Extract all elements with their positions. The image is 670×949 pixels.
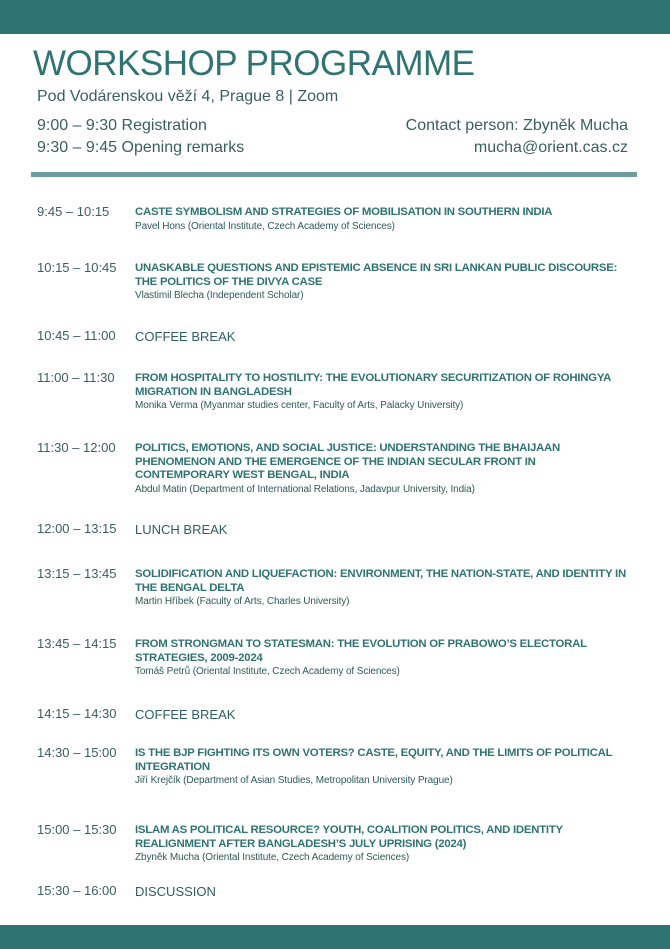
break-label: COFFEE BREAK — [135, 707, 236, 722]
session-time: 13:45 – 14:15 — [37, 636, 117, 651]
session-speaker: Martin Hříbek (Faculty of Arts, Charles University) — [135, 596, 350, 607]
session-body — [135, 329, 630, 344]
session-body — [135, 824, 630, 864]
session-time: 12:00 – 13:15 — [37, 521, 117, 536]
session-time: 14:15 – 14:30 — [37, 706, 117, 721]
session-title: SOLIDIFICATION AND LIQUEFACTION: ENVIRONMENT, THE NATION-STATE, AND IDENTITY IN THE BENGAL DELTA — [135, 568, 626, 594]
session-body — [135, 707, 630, 722]
session-body — [135, 522, 630, 537]
registration-item: 9:00 – 9:30 Registration — [37, 117, 207, 134]
session-body — [135, 884, 630, 899]
session-body — [135, 372, 630, 412]
session-body — [135, 262, 630, 302]
break-label: COFFEE BREAK — [135, 329, 236, 344]
session-title: IS THE BJP FIGHTING ITS OWN VOTERS? CASTE, EQUITY, AND THE LIMITS OF POLITICAL INTEGRATION — [135, 747, 613, 773]
session-time: 15:00 – 15:30 — [37, 822, 117, 837]
session-speaker: Tomáš Petrů (Oriental Institute, Czech Academy of Sciences) — [135, 666, 400, 677]
session-body — [135, 206, 630, 233]
session-time: 9:45 – 10:15 — [37, 204, 110, 219]
session-body — [135, 638, 630, 678]
session-title: POLITICS, EMOTIONS, AND SOCIAL JUSTICE: UNDERSTANDING THE BHAIJAAN PHENOMENON AND THE EMERGENCE OF THE INDIAN SECULAR FRONT IN CONTEMPORARY WEST BENGAL, INDIA — [135, 442, 561, 481]
break-label: LUNCH BREAK — [135, 522, 228, 537]
session-title: FROM HOSPITALITY TO HOSTILITY: THE EVOLUTIONARY SECURITIZATION OF ROHINGYA MIGRATION IN BANGLADESH — [135, 372, 611, 398]
session-time: 15:30 – 16:00 — [37, 883, 117, 898]
session-speaker: Abdul Matin (Department of International Relations, Jadavpur University, India) — [135, 483, 475, 495]
contact-person: Contact person: Zbyněk Mucha — [405, 117, 628, 134]
session-title: FROM STRONGMAN TO STATESMAN: THE EVOLUTION OF PRABOWO’S ELECTORAL STRATEGIES, 2009-2024 — [135, 638, 587, 664]
session-title: CASTE SYMBOLISM AND STRATEGIES OF MOBILISATION IN SOUTHERN INDIA — [135, 206, 553, 218]
session-speaker: Vlastimil Blecha (Independent Scholar) — [135, 290, 304, 301]
break-label: DISCUSSION — [135, 884, 216, 899]
session-body — [135, 568, 630, 608]
session-speaker: Pavel Hons (Oriental Institute, Czech Academy of Sciences) — [135, 220, 395, 232]
opening-remarks-item: 9:30 – 9:45 Opening remarks — [37, 139, 245, 156]
contact-email[interactable]: mucha@orient.cas.cz — [473, 139, 628, 156]
bottom-banner — [0, 925, 670, 949]
session-time: 14:30 – 15:00 — [37, 745, 117, 760]
session-title: ISLAM AS POLITICAL RESOURCE? YOUTH, COALITION POLITICS, AND IDENTITY REALIGNMENT AFTER BANGLADESH’S JULY UPRISING (2024) — [135, 824, 563, 850]
divider — [31, 172, 637, 177]
session-title: UNASKABLE QUESTIONS AND EPISTEMIC ABSENCE IN SRI LANKAN PUBLIC DISCOURSE: THE POLITICS OF THE DIVYA CASE — [135, 262, 618, 288]
session-speaker: Monika Verma (Myanmar studies center, Faculty of Arts, Palacky University) — [135, 400, 464, 411]
venue: Pod Vodárenskou věží 4, Prague 8 | Zoom — [37, 88, 339, 105]
session-time: 13:15 – 13:45 — [37, 566, 117, 581]
top-banner — [0, 0, 670, 34]
session-body — [135, 747, 630, 787]
session-time: 10:45 – 11:00 — [37, 328, 116, 343]
session-time: 10:15 – 10:45 — [37, 260, 117, 275]
page-title: WORKSHOP PROGRAMME — [33, 44, 475, 83]
session-body — [135, 442, 630, 496]
session-speaker: Zbyněk Mucha (Oriental Institute, Czech Academy of Sciences) — [135, 852, 410, 863]
session-speaker: Jiří Krejčík (Department of Asian Studies, Metropolitan University Prague) — [135, 775, 453, 786]
session-time: 11:00 – 11:30 — [37, 370, 115, 385]
session-time: 11:30 – 12:00 — [37, 440, 116, 455]
